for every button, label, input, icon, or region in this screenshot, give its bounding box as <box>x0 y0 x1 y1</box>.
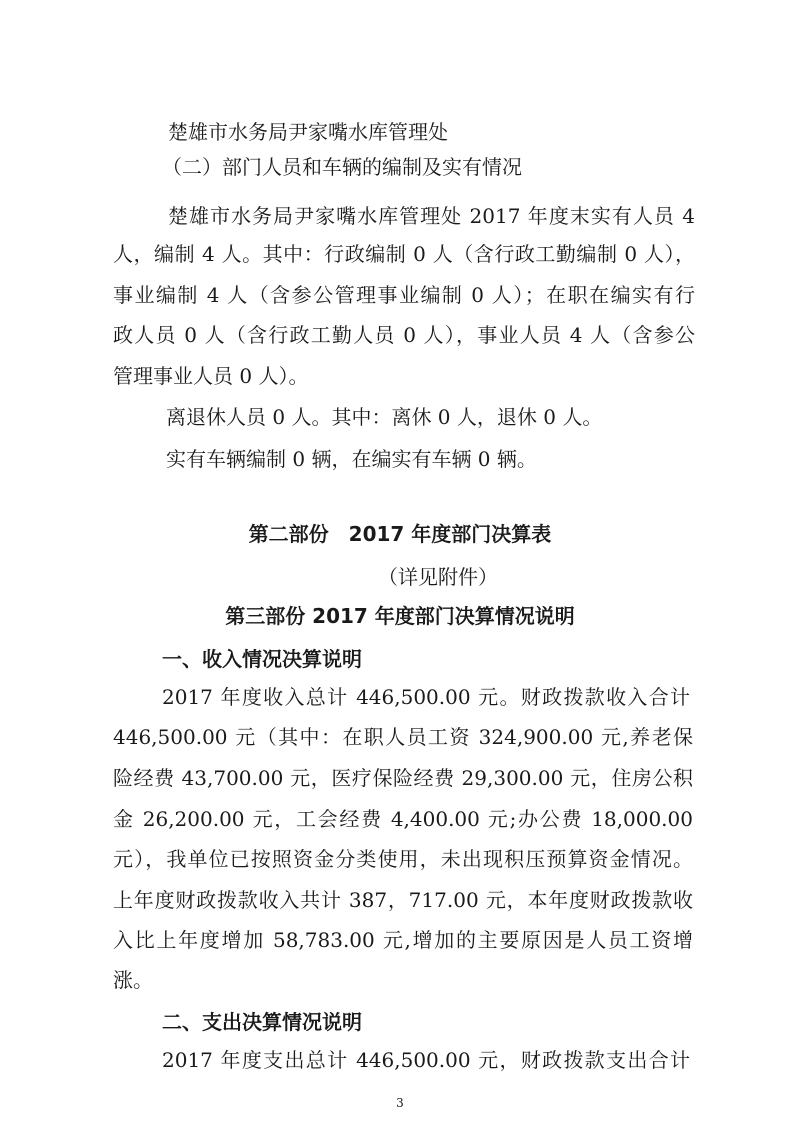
staff-paragraph-line-1: 楚雄市水务局尹家嘴水库管理处 2017 年度末实有人员 4 <box>168 204 695 228</box>
income-line-2: 446,500.00 元（其中：在职人员工资 324,900.00 元,养老保 <box>113 725 693 749</box>
vehicles-line: 实有车辆编制 0 辆，在编实有车辆 0 辆。 <box>166 447 537 471</box>
section-staff-heading: （二）部门人员和车辆的编制及实有情况 <box>162 155 522 179</box>
income-line-4: 金 26,200.00 元，工会经费 4,400.00 元;办公费 18,000.00 <box>113 807 693 831</box>
expense-heading: 二、支出决算情况说明 <box>162 1010 362 1034</box>
income-line-5: 元），我单位已按照资金分类使用，未出现积压预算资金情况。 <box>113 847 693 871</box>
income-line-1: 2017 年度收入总计 446,500.00 元。财政拨款收入合计 <box>162 685 690 709</box>
staff-paragraph-line-3: 事业编制 4 人（含参公管理事业编制 0 人）；在职在编实有行 <box>113 283 695 307</box>
expense-line-1: 2017 年度支出总计 446,500.00 元，财政拨款支出合计 <box>162 1048 690 1072</box>
income-line-8: 涨。 <box>113 968 153 992</box>
staff-paragraph-line-5: 管理事业人员 0 人）。 <box>113 364 309 388</box>
staff-paragraph-line-2: 人，编制 4 人。其中：行政编制 0 人（含行政工勤编制 0 人）， <box>113 242 695 266</box>
part-two-title: 第二部份 2017 年度部门决算表 <box>248 522 552 546</box>
staff-paragraph-line-4: 政人员 0 人（含行政工勤人员 0 人），事业人员 4 人（含参公 <box>113 323 695 347</box>
org-name-line: 楚雄市水务局尹家嘴水库管理处 <box>168 120 448 144</box>
page-number: 3 <box>396 1096 404 1110</box>
part-two-note: （详见附件） <box>378 565 498 589</box>
part-three-title: 第三部份 2017 年度部门决算情况说明 <box>225 604 575 628</box>
income-line-3: 险经费 43,700.00 元，医疗保险经费 29,300.00 元，住房公积 <box>113 766 693 790</box>
income-heading: 一、收入情况决算说明 <box>162 647 362 671</box>
retired-staff-line: 离退休人员 0 人。其中：离休 0 人，退休 0 人。 <box>166 405 603 429</box>
income-line-7: 入比上年度增加 58,783.00 元,增加的主要原因是人员工资增 <box>113 928 693 952</box>
income-line-6: 上年度财政拨款收入共计 387，717.00 元，本年度财政拨款收 <box>113 888 693 912</box>
